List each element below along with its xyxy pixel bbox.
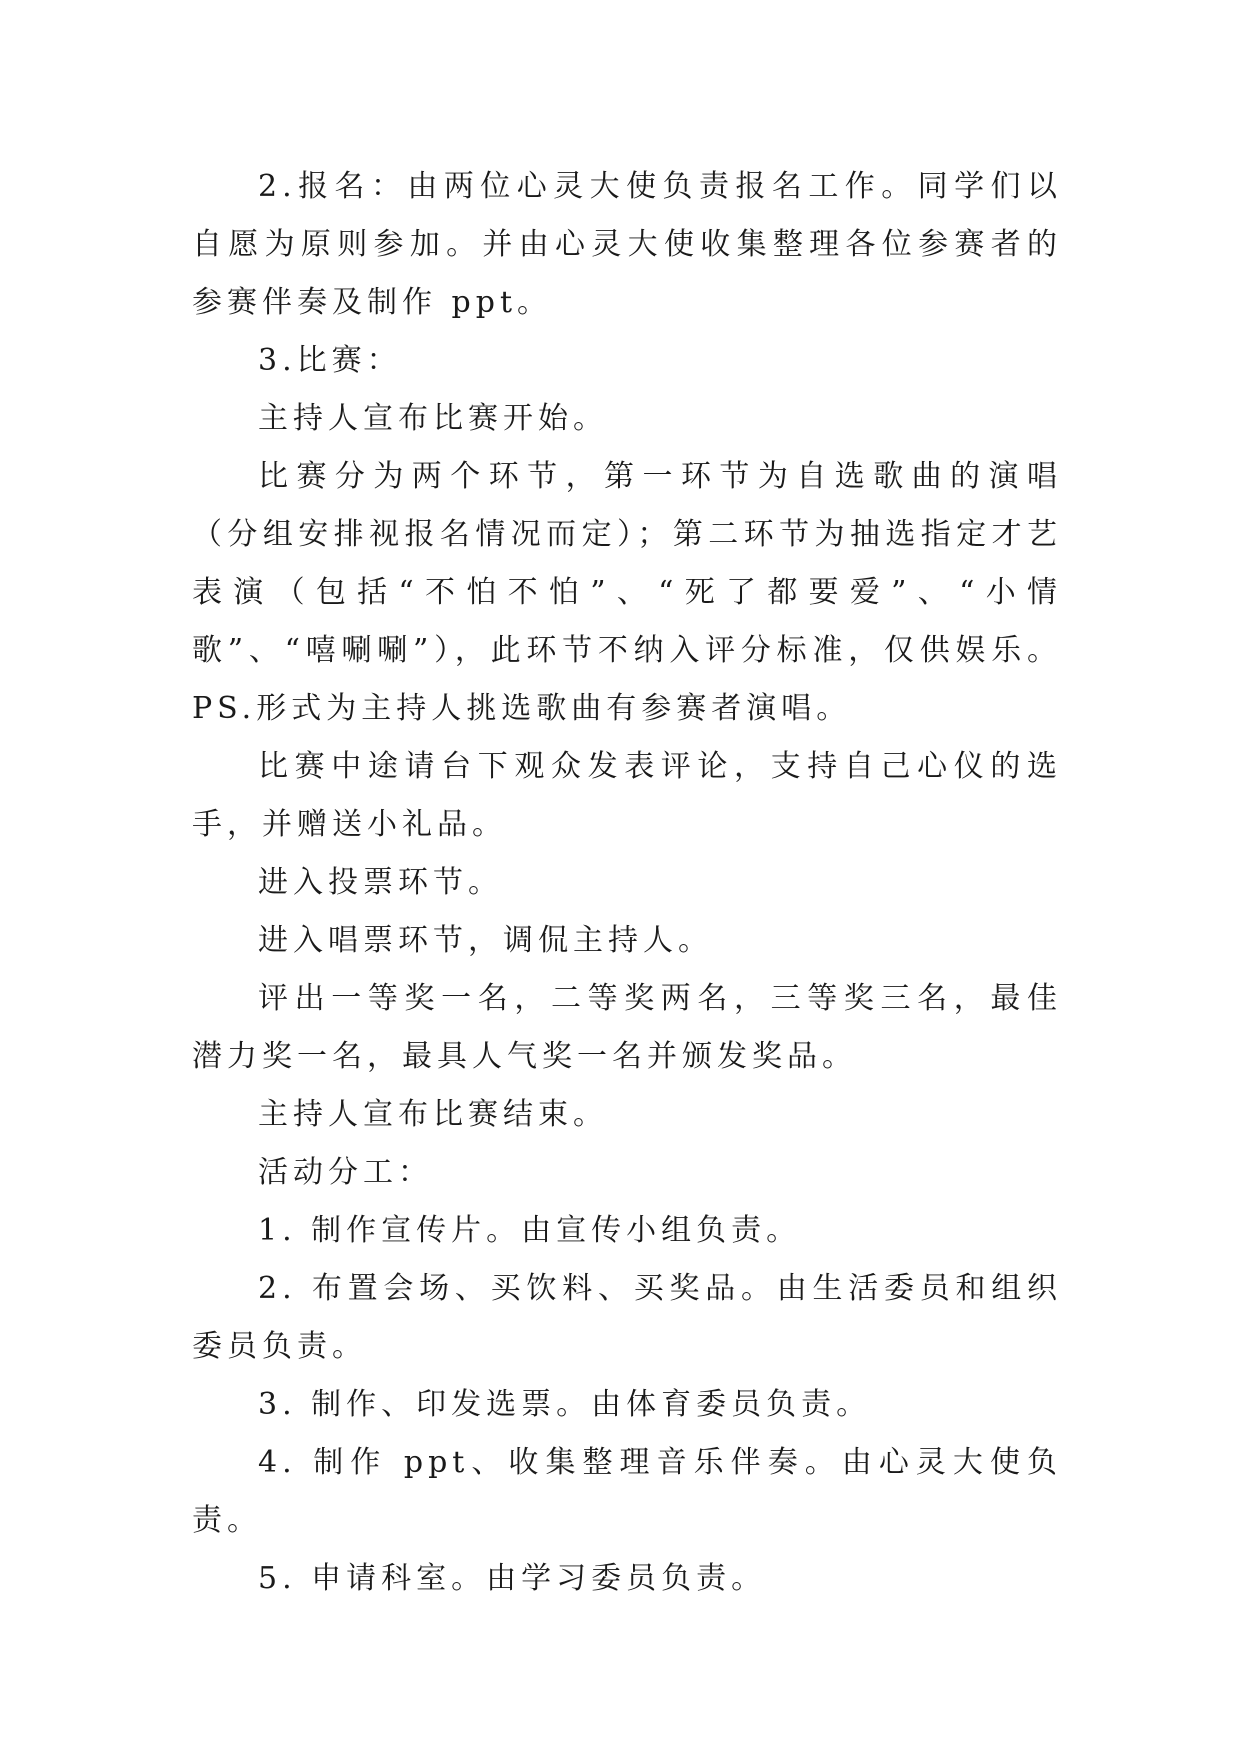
paragraph-voting: 进入投票环节。 bbox=[258, 865, 503, 900]
paragraph-competition-rounds: 比赛分为两个环节，第一环节为自选歌曲的演唱（分组安排视报名情况而定）；第二环节为抽选指定才艺表演（包括“不怕不怕”、“死了都要爱”、“小情歌”、“嘻唰唰”），此环节不纳入评分标准，仅供娱乐。PS.形式为主持人挑选歌曲有参赛者演唱。 bbox=[192, 459, 1062, 726]
list-item-task-5: 5. 申请科室。由学习委员负责。 bbox=[258, 1561, 767, 1596]
list-item-task-2: 2. 布置会场、买饮料、买奖品。由生活委员和组织委员负责。 bbox=[192, 1271, 1062, 1364]
list-item-task-3: 3. 制作、印发选票。由体育委员负责。 bbox=[258, 1387, 872, 1422]
paragraph-vote-counting: 进入唱票环节，调侃主持人。 bbox=[258, 923, 713, 958]
paragraph-division-heading: 活动分工： bbox=[258, 1155, 433, 1190]
list-item-task-4: 4. 制作 ppt、收集整理音乐伴奏。由心灵大使负责。 bbox=[192, 1445, 1062, 1538]
list-item-task-1: 1. 制作宣传片。由宣传小组负责。 bbox=[258, 1213, 802, 1248]
document-body bbox=[192, 158, 1062, 1608]
paragraph-host-start: 主持人宣布比赛开始。 bbox=[258, 401, 608, 436]
paragraph-awards: 评出一等奖一名，二等奖两名，三等奖三名，最佳潜力奖一名，最具人气奖一名并颁发奖品。 bbox=[192, 981, 1062, 1074]
paragraph-competition-heading: 3.比赛： bbox=[258, 343, 402, 378]
paragraph-registration: 2.报名：由两位心灵大使负责报名工作。同学们以自愿为原则参加。并由心灵大使收集整理各位参赛者的参赛伴奏及制作 ppt。 bbox=[192, 169, 1062, 320]
paragraph-audience-comments: 比赛中途请台下观众发表评论，支持自己心仪的选手，并赠送小礼品。 bbox=[192, 749, 1062, 842]
paragraph-host-end: 主持人宣布比赛结束。 bbox=[258, 1097, 608, 1132]
